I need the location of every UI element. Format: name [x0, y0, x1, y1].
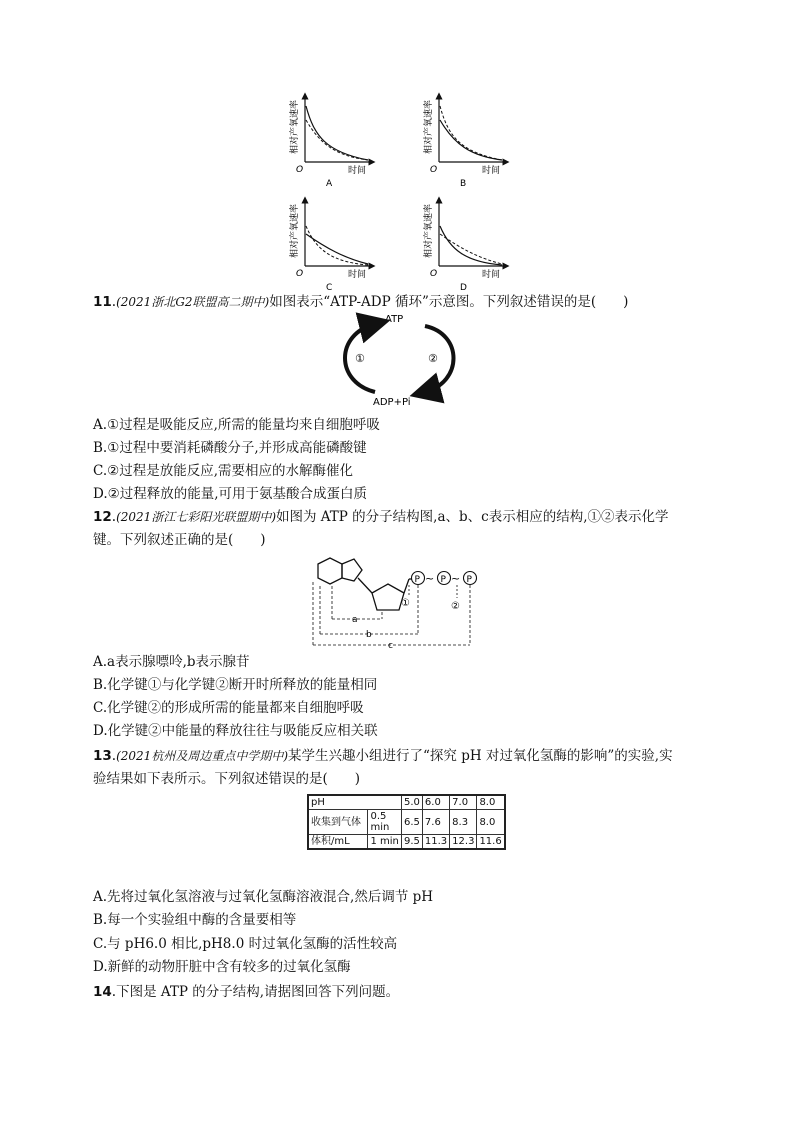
graph-d-label: D — [460, 283, 467, 293]
atp-adp-cycle-diagram — [335, 312, 465, 410]
structure-label-a: a — [352, 615, 358, 625]
q12-option-a: A.a表示腺嘌呤,b表示腺苷 — [93, 654, 250, 670]
q13-stem-text: 某学生兴趣小组进行了“探究 pH 对过氧化氢酶的影响”的实验,实 — [288, 748, 673, 764]
graph-a — [288, 96, 372, 189]
table-cell: 11.6 — [477, 835, 505, 850]
structure-label-c: c — [388, 641, 393, 651]
q13-option-b: B.每一个实验组中酶的含量要相等 — [93, 912, 297, 928]
table-cell: 7.0 — [450, 795, 477, 810]
q13-stem-line2: 验结果如下表所示。下列叙述错误的是( ) — [93, 771, 361, 787]
phosphate-1: P — [414, 575, 420, 585]
table-cell: 0.5 min — [368, 810, 402, 835]
q11-option-d: D.②过程释放的能量,可用于氨基酸合成蛋白质 — [93, 486, 368, 502]
graph-c — [288, 200, 372, 293]
structure-label-b: b — [366, 630, 372, 640]
table-cell: 5.0 — [402, 795, 423, 810]
rate-graphs-figure — [270, 92, 510, 293]
q11-source: (2021浙北G2联盟高二期中) — [116, 295, 270, 309]
table-cell: 9.5 — [402, 835, 423, 850]
q12-source: (2021浙江七彩阳光联盟期中) — [116, 510, 276, 524]
q11-stem-text: 如图表示“ATP-ADP 循环”示意图。下列叙述错误的是( ) — [269, 294, 629, 310]
cycle-process-2: ② — [428, 352, 438, 365]
graph-a-label: A — [326, 179, 333, 189]
graph-d-xlabel: 时间 — [482, 270, 501, 280]
atp-structure-diagram — [308, 548, 498, 650]
table-cell: 1 min — [368, 835, 402, 850]
bond-label-2: ② — [451, 601, 460, 612]
q11-number: 11 — [93, 294, 112, 310]
graph-c-label: C — [326, 283, 333, 293]
phosphate-2: P — [440, 575, 446, 585]
graph-b-label: B — [460, 179, 467, 189]
q13-option-d: D.新鲜的动物肝脏中含有较多的过氧化氢酶 — [93, 959, 351, 975]
graph-d — [422, 200, 506, 293]
table-cell: 体积/mL — [308, 835, 368, 850]
graph-a-origin: O — [296, 165, 304, 175]
graph-a-ylabel: 相对产氧速率 — [290, 99, 300, 154]
cycle-process-1: ① — [355, 352, 365, 365]
q12-stem-line2: 键。下列叙述正确的是( ) — [93, 532, 266, 548]
q11-stem: 11.(2021浙北G2联盟高二期中)如图表示“ATP-ADP 循环”示意图。下列叙述错误的是( ) — [93, 294, 629, 310]
table-row — [308, 810, 505, 835]
ph-results-table — [307, 794, 506, 850]
graph-d-ylabel: 相对产氧速率 — [424, 203, 434, 258]
q13-source: (2021杭州及周边重点中学期中) — [116, 749, 288, 763]
graph-c-ylabel: 相对产氧速率 — [290, 203, 300, 258]
graph-b-xlabel: 时间 — [482, 166, 501, 176]
table-row — [308, 835, 505, 850]
cycle-atp-label: ATP — [385, 314, 404, 325]
table-cell: 7.6 — [422, 810, 449, 835]
table-cell: 8.0 — [477, 810, 505, 835]
high-energy-bond-1: ~ — [425, 572, 435, 585]
table-cell: 11.3 — [422, 835, 449, 850]
q14-stem: 14.下图是 ATP 的分子结构,请据图回答下列问题。 — [93, 984, 400, 1000]
q11-option-b: B.①过程中要消耗磷酸分子,并形成高能磷酸键 — [93, 440, 367, 456]
q13-option-a: A.先将过氧化氢溶液与过氧化氢酶溶液混合,然后调节 pH — [93, 889, 434, 905]
table-cell: 8.0 — [477, 795, 505, 810]
q12-number: 12 — [93, 509, 112, 525]
table-row — [308, 795, 505, 810]
table-cell: 收集到气体 — [308, 810, 368, 835]
q14-stem-text: 下图是 ATP 的分子结构,请据图回答下列问题。 — [116, 984, 400, 1000]
graph-c-xlabel: 时间 — [348, 270, 367, 280]
q13-stem-line1: 13.(2021杭州及周边重点中学期中)某学生兴趣小组进行了“探究 pH 对过氧化氢酶的影响”的实验,实 — [93, 748, 673, 764]
graph-b-origin: O — [430, 165, 438, 175]
phosphate-3: P — [466, 575, 472, 585]
graph-b-ylabel: 相对产氧速率 — [424, 99, 434, 154]
q12-option-d: D.化学键②中能量的释放往往与吸能反应相关联 — [93, 723, 378, 739]
q12-stem-text: 如图为 ATP 的分子结构图,a、b、c表示相应的结构,①②表示化学 — [276, 509, 669, 525]
table-cell: 12.3 — [450, 835, 477, 850]
table-cell: 6.0 — [422, 795, 449, 810]
q11-option-a: A.①过程是吸能反应,所需的能量均来自细胞呼吸 — [93, 417, 380, 433]
cycle-adp-label: ADP+Pi — [373, 397, 411, 408]
q14-number: 14 — [93, 984, 112, 1000]
graph-b — [422, 96, 506, 189]
q12-option-c: C.化学键②的形成所需的能量都来自细胞呼吸 — [93, 700, 364, 716]
bond-label-1: ① — [401, 598, 410, 609]
q11-option-c: C.②过程是放能反应,需要相应的水解酶催化 — [93, 463, 354, 479]
table-cell: pH — [308, 795, 402, 810]
q12-stem-line1: 12.(2021浙江七彩阳光联盟期中)如图为 ATP 的分子结构图,a、b、c表示相应的结构,①②表示化学 — [93, 509, 669, 525]
table-cell: 6.5 — [402, 810, 423, 835]
q13-option-c: C.与 pH6.0 相比,pH8.0 时过氧化氢酶的活性较高 — [93, 936, 398, 952]
high-energy-bond-2: ~ — [451, 572, 461, 585]
graph-c-origin: O — [296, 269, 304, 279]
graph-d-origin: O — [430, 269, 438, 279]
q12-option-b: B.化学键①与化学键②断开时所释放的能量相同 — [93, 677, 378, 693]
table-cell: 8.3 — [450, 810, 477, 835]
graph-a-xlabel: 时间 — [348, 166, 367, 176]
q13-number: 13 — [93, 748, 112, 764]
